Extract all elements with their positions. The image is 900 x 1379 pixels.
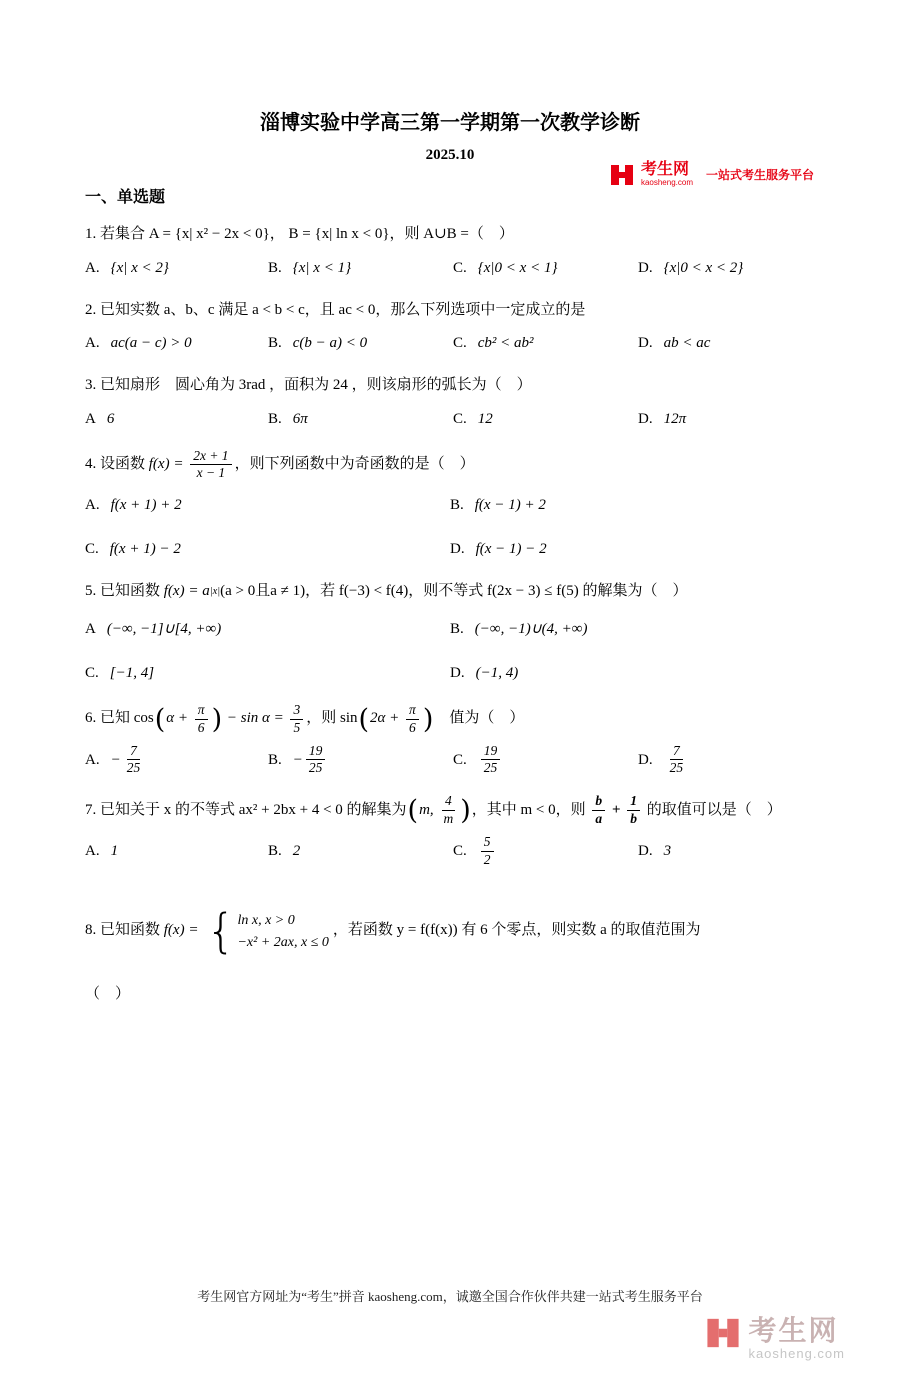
fraction-denominator: m xyxy=(443,811,454,827)
question-5-options xyxy=(85,614,815,688)
question-7 xyxy=(85,791,815,871)
fraction-denominator: x − 1 xyxy=(196,465,226,481)
stem-text: 5. 已知函数 xyxy=(85,583,164,600)
math-term: − sin α = xyxy=(223,710,288,727)
question-2-option-a xyxy=(85,328,268,358)
fraction-numerator: 7 xyxy=(127,743,140,761)
footer-text: 考生网官方网址为“考生”拼音 kaosheng.com，诚邀全国合作伙伴共建一站式考生服务平台 xyxy=(197,1289,703,1304)
question-1-option-c xyxy=(453,253,638,283)
option-value: [−1, 4] xyxy=(109,664,155,681)
watermark-brand: 考生网 xyxy=(748,1314,839,1346)
fraction xyxy=(440,793,456,828)
math-term: α + xyxy=(166,710,192,727)
option-label: B. xyxy=(268,751,282,768)
fraction-numerator: 5 xyxy=(481,834,494,852)
left-paren: ( xyxy=(407,795,419,827)
question-7-option-b xyxy=(268,836,453,866)
question-4 xyxy=(85,446,815,565)
option-value: {x| x < 1} xyxy=(292,259,352,276)
question-2-option-b xyxy=(268,328,453,358)
question-6-option-c xyxy=(453,741,638,780)
option-label: B. xyxy=(450,497,464,514)
option-value: f(x + 1) − 2 xyxy=(109,541,181,558)
fraction-numerator: π xyxy=(195,702,208,720)
watermark-domain: kaosheng.com xyxy=(748,1345,845,1361)
option-value: f(x − 1) − 2 xyxy=(475,541,547,558)
brand-domain: kaosheng.com xyxy=(640,177,693,187)
fraction-denominator: b xyxy=(630,811,637,827)
option-label: B. xyxy=(268,843,282,860)
fraction xyxy=(667,743,687,778)
option-value: (−∞, −1]∪[4, +∞) xyxy=(106,620,222,637)
question-5-option-a xyxy=(85,614,450,644)
option-label: B. xyxy=(268,410,282,427)
stem-text: ，其中 m < 0，则 xyxy=(471,801,590,818)
option-value: f(x − 1) + 2 xyxy=(474,497,546,514)
section-heading: 一、单选题 xyxy=(85,189,166,206)
stem-text: 3. 已知扇形 圆心角为 3rad ，面积为 24 ，则该扇形的弧长为（ ） xyxy=(85,377,532,393)
fraction xyxy=(290,702,303,737)
question-7-stem xyxy=(85,791,815,830)
question-4-option-b xyxy=(450,490,815,520)
option-value: ab < ac xyxy=(663,335,711,351)
question-6-option-d xyxy=(638,741,815,780)
question-2-stem xyxy=(85,295,815,327)
math-fx: f(x) = xyxy=(163,583,203,600)
option-value: 12 xyxy=(477,410,493,427)
exam-date: 2025.10 xyxy=(425,147,475,163)
option-label: D. xyxy=(638,410,653,427)
question-6-stem xyxy=(85,700,815,739)
question-6-options xyxy=(85,741,815,780)
fraction-denominator: 5 xyxy=(293,719,301,735)
minus-sign: − xyxy=(292,751,303,768)
option-value: ac(a − c) > 0 xyxy=(110,335,192,351)
option-label: D. xyxy=(638,751,653,768)
stem-text: (a > 0且a ≠ 1)，若 f(−3) < f(4)，则不等式 f(2x − 3) ≤ f(5) 的解集为（ ） xyxy=(220,583,688,600)
option-value: 12π xyxy=(663,410,687,427)
option-value: f(x + 1) + 2 xyxy=(110,497,182,514)
question-6-option-b xyxy=(268,741,453,780)
plus-sign: + xyxy=(608,801,625,818)
question-4-stem xyxy=(85,446,815,485)
question-1-option-d xyxy=(638,253,815,283)
stem-text: 1. 若集合 A = {x| x² − 2x < 0}， B = {x| ln x < 0}，则 A∪B =（ ） xyxy=(85,226,514,242)
stem-text: （ ） xyxy=(85,986,131,1003)
option-label: D. xyxy=(450,664,465,681)
question-7-option-a xyxy=(85,836,268,866)
case-1: ln x, x > 0 xyxy=(237,912,295,928)
brand-text xyxy=(641,162,693,187)
option-value: 1 xyxy=(110,843,119,860)
option-label: A xyxy=(85,410,96,427)
minus-sign: − xyxy=(110,751,121,768)
right-paren: ) xyxy=(460,795,471,827)
question-5 xyxy=(85,576,815,688)
option-label: C. xyxy=(453,335,467,351)
option-value: {x|0 < x < 2} xyxy=(663,259,744,276)
question-3-options xyxy=(85,404,815,434)
question-3-option-b xyxy=(268,404,453,434)
fraction xyxy=(592,793,605,828)
math-term: m, xyxy=(419,801,438,818)
left-paren: ( xyxy=(358,703,370,735)
question-7-option-c xyxy=(453,832,638,871)
fraction xyxy=(481,834,494,869)
fraction-numerator: 2x + 1 xyxy=(190,448,231,466)
stem-text: 值为（ ） xyxy=(434,710,525,727)
option-value: 6π xyxy=(292,410,308,427)
right-paren: ) xyxy=(211,703,223,735)
option-value: c(b − a) < 0 xyxy=(292,335,368,351)
stem-text: ，若函数 y = f(f(x)) 有 6 个零点，则实数 a 的取值范围为 xyxy=(332,922,701,939)
option-value: {x|0 < x < 1} xyxy=(477,259,558,276)
question-1-options xyxy=(85,253,815,283)
question-4-option-d xyxy=(450,534,815,564)
option-label: C. xyxy=(453,751,467,768)
option-value: 2 xyxy=(292,843,301,860)
question-1-stem xyxy=(85,219,815,251)
fraction-numerator: 19 xyxy=(481,743,501,761)
question-4-option-c xyxy=(85,534,450,564)
option-value: 6 xyxy=(106,410,115,427)
piecewise-cases xyxy=(237,910,328,953)
fraction xyxy=(306,743,326,778)
fraction xyxy=(190,448,231,483)
question-1 xyxy=(85,219,815,283)
stem-text: 6. 已知 cos xyxy=(85,710,154,727)
question-4-option-a xyxy=(85,490,450,520)
fraction-denominator: 2 xyxy=(483,851,491,867)
case-2: −x² + 2ax, x ≤ 0 xyxy=(237,934,329,950)
math-term: 2α + xyxy=(370,710,404,727)
question-2-option-c xyxy=(453,328,638,358)
question-5-option-d xyxy=(450,658,815,688)
fraction-numerator: 7 xyxy=(670,743,683,761)
fraction xyxy=(627,793,640,828)
fraction-denominator: a xyxy=(595,811,603,827)
fraction-numerator: b xyxy=(592,793,605,811)
fraction-numerator: 1 xyxy=(627,793,640,811)
stem-text: 8. 已知函数 xyxy=(85,922,164,939)
fraction-denominator: 6 xyxy=(197,719,205,735)
option-label: A. xyxy=(85,751,100,768)
question-2-option-d xyxy=(638,328,815,358)
option-label: D. xyxy=(638,335,653,351)
option-label: C. xyxy=(453,259,467,276)
question-1-option-a xyxy=(85,253,268,283)
stem-text: ，则 sin xyxy=(306,710,358,727)
option-label: A. xyxy=(85,843,100,860)
fraction-numerator: 4 xyxy=(442,793,455,811)
piecewise-function xyxy=(206,883,329,980)
option-label: A xyxy=(85,620,96,637)
option-value: 3 xyxy=(663,843,672,860)
fraction-numerator: π xyxy=(406,702,419,720)
option-label: C. xyxy=(453,843,467,860)
fraction-denominator: 25 xyxy=(308,760,323,776)
question-7-options xyxy=(85,832,815,871)
brand-name: 考生网 xyxy=(640,161,689,178)
question-5-stem xyxy=(85,576,815,608)
math-fx: f(x) = xyxy=(163,922,203,939)
question-5-option-b xyxy=(450,614,815,644)
kaosheng-watermark-icon xyxy=(706,1316,740,1350)
option-label: C. xyxy=(85,664,99,681)
fraction-denominator: 25 xyxy=(126,760,141,776)
watermark-text xyxy=(748,1316,845,1361)
option-value: cb² < ab² xyxy=(477,335,534,351)
question-6 xyxy=(85,700,815,780)
option-label: D. xyxy=(638,259,653,276)
question-3-stem xyxy=(85,370,815,402)
option-label: B. xyxy=(450,620,464,637)
watermark xyxy=(706,1316,845,1361)
question-3 xyxy=(85,370,815,434)
stem-text: 的取值可以是（ ） xyxy=(642,801,782,818)
option-label: D. xyxy=(638,843,653,860)
right-paren: ) xyxy=(422,703,434,735)
question-3-option-a xyxy=(85,404,268,434)
option-label: B. xyxy=(268,259,282,276)
stem-text: ，则下列函数中为奇函数的是（ ） xyxy=(234,456,475,473)
option-value: (−1, 4) xyxy=(475,664,519,681)
fraction xyxy=(124,743,144,778)
question-8 xyxy=(85,883,815,1011)
math-exponent: |x| xyxy=(209,585,221,597)
option-label: B. xyxy=(268,335,282,351)
question-3-option-d xyxy=(638,404,815,434)
option-label: D. xyxy=(450,541,465,558)
fraction-denominator: 6 xyxy=(409,719,416,735)
question-7-option-d xyxy=(638,836,815,866)
question-8-answer-blank xyxy=(85,979,815,1011)
fraction xyxy=(195,702,208,737)
brand-tagline: 一站式考生服务平台 xyxy=(705,168,814,183)
fraction xyxy=(406,702,419,737)
option-label: A. xyxy=(85,259,100,276)
stem-text: 2. 已知实数 a、b、c 满足 a < b < c，且 ac < 0，那么下列选项中一定成立的是 xyxy=(85,301,586,318)
stem-text: 7. 已知关于 x 的不等式 ax² + 2bx + 4 < 0 的解集为 xyxy=(85,801,407,818)
fraction-denominator: 25 xyxy=(483,760,498,776)
question-5-option-c xyxy=(85,658,450,688)
option-label: A. xyxy=(85,497,100,514)
left-paren: ( xyxy=(154,703,166,735)
option-label: A. xyxy=(85,335,100,351)
math-base: a xyxy=(202,583,210,600)
stem-text: 4. 设函数 xyxy=(85,456,149,473)
question-8-stem xyxy=(85,883,815,980)
option-value: {x| x < 2} xyxy=(110,259,169,276)
page-title: 淄博实验中学高三第一学期第一次教学诊断 xyxy=(260,112,640,134)
option-value: (−∞, −1)∪(4, +∞) xyxy=(474,620,588,637)
question-4-options xyxy=(85,490,815,564)
exam-page xyxy=(0,106,900,1011)
question-1-option-b xyxy=(268,253,453,283)
question-3-option-c xyxy=(453,404,638,434)
question-6-option-a xyxy=(85,741,268,780)
fraction-numerator: 3 xyxy=(290,702,303,720)
math-fx: f(x) = xyxy=(148,456,188,473)
option-label: C. xyxy=(85,541,99,558)
kaosheng-logo-icon xyxy=(610,163,634,187)
option-label: C. xyxy=(453,410,467,427)
fraction xyxy=(481,743,501,778)
question-2-options xyxy=(85,328,815,358)
fraction-denominator: 25 xyxy=(669,760,684,776)
left-brace: { xyxy=(206,903,236,958)
kaosheng-logo xyxy=(610,162,814,187)
fraction-numerator: 19 xyxy=(306,743,326,761)
question-2 xyxy=(85,295,815,359)
